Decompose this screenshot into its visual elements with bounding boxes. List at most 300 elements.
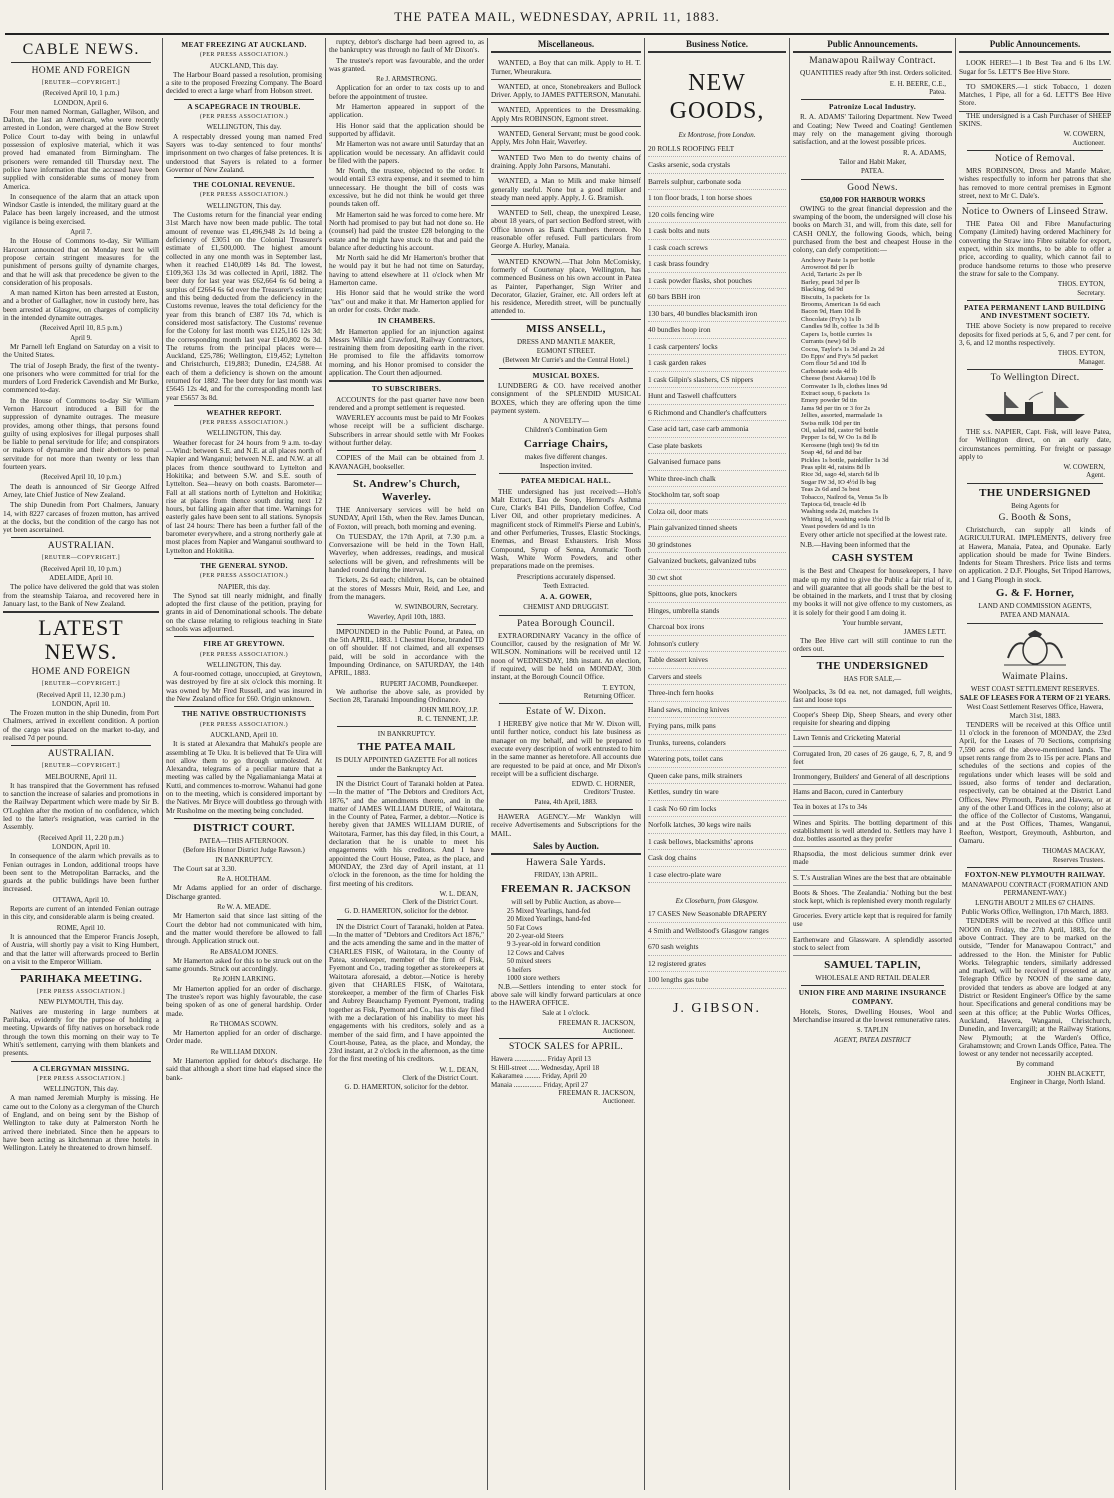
lot-item: 6 heifers: [507, 965, 532, 974]
divider: [967, 300, 1103, 301]
case-name: Re A. HOLTHAM.: [217, 875, 271, 884]
ad-subtitle: SALE OF LEASES FOR A TERM OF 21 YEARS.: [959, 693, 1111, 702]
paragraph: THE undersigned is a Cash Purchaser of SHEEP SKINS.: [959, 110, 1111, 129]
divider: [801, 656, 944, 657]
price-item: Currants (new) 6d lb: [801, 338, 856, 346]
signature: Secretary.: [1077, 288, 1105, 297]
divider: [11, 969, 151, 970]
paragraph: MRS ROBINSON, Dress and Mantle Maker, wishes respectfully to inform her patrons that she has removed to more central premises in Egmont street, next to Mr C. Dale's.: [959, 165, 1111, 200]
price-item: Pepper 1s 6d, W Oo 1s 8d lb: [801, 434, 877, 442]
paragraph: It is stated at Alexandra that Mahuki's people are assembling at Te Uku. It is believed that Te Uira will not allow them to go through unmolested. At Alexandra, telegrams of a peculiar nature that a meeting was called by the Ngaliamanianga Matai at Kutti, and commences to-morrow. Wahanui had gone on to the meeting, which is considered important by the Natives. Mr Bryce will doubtless go through with Mr Rusholme on the meeting being concluded.: [166, 739, 322, 815]
price-item: Arrowroot 8d per lb: [801, 264, 854, 272]
price-item: Anchovy Paste 1s per bottle: [801, 256, 875, 264]
price-item: Pickles 1s bottle, painkiller 1s 3d: [801, 456, 889, 464]
goods-item: 120 coils fencing wire: [648, 207, 786, 224]
credit-line: [PER PRESS ASSOCIATION.]: [36, 989, 126, 996]
goods-item: 1 case electro-plate ware: [648, 867, 786, 884]
dateline: April 7.: [70, 228, 92, 237]
paragraph: Mr Hamerton applied for an order of discharge. The trustee's report was highly favourable, the case being spoken of as one of general hardship. Order made.: [166, 983, 322, 1018]
column-header: Miscellaneous.: [491, 38, 641, 53]
paragraph: A respectably dressed young man named Fred Sayers was to-day sentenced to four months' imprisonment on two charges of false pretences. It is understood that Sayers is related to a former Governor of New Zealand.: [166, 131, 322, 174]
section-title: MEAT FREEZING AT AUCKLAND.: [181, 40, 307, 49]
divider: [3, 611, 159, 613]
ad-subtitle: Prescriptions accurately dispensed.: [516, 572, 616, 581]
ad-subtitle: Tailor and Habit Maker,: [838, 157, 907, 166]
credit-line: [REUTER—COPYRIGHT.]: [41, 80, 121, 86]
signature: FREEMAN R. JACKSON,: [558, 1088, 635, 1097]
dateline: (Received April 10, 8.5 p.m.): [39, 324, 123, 333]
masthead: THE PATEA MAIL, WEDNESDAY, APRIL 11, 1883.: [394, 9, 720, 24]
signature: THOMAS MACKAY,: [1042, 847, 1105, 856]
dateline: AUCKLAND, April 10.: [210, 730, 278, 739]
sale-item: Tea in boxes at 17s to 34s: [793, 800, 952, 815]
divider: [967, 867, 1103, 868]
column-header: Public Announcements.: [793, 38, 952, 53]
ad-subtitle: EGMONT STREET.: [536, 347, 596, 356]
section-subtitle: IS DULY APPOINTED GAZETTE For all notices under the Bankruptcy Act.: [335, 756, 478, 773]
section-title: THE COLONIAL REVENUE.: [192, 180, 296, 190]
paragraph: N.B.—Having been informed that the: [800, 539, 911, 549]
paragraph: TENDERS will be received at this Office until NOON on Friday, the 27th April, 1883, for the above Contract. They are to be marked on the outside, "Tender for Manawapou Contract," and addressed to the Hon. the Minister for Public Works. Telegraphic tenders, similarly addressed and marked, will be received if presented at any Telegraph Office by NOON of the same date, provided that tenders as above are lodged at any District or Resident Engineer's Office by the same hour. Specifications and general conditions may be seen at this office; at the Public Works Offices, Auckland, Hawera, Wanganui, Christchurch, Dunedin, and Invercargill; at the Railway Stations, New Plymouth; at the Warden's Office, Grahamstown; and Crown Lands Office, Patea. The lowest or any tender not necessarily accepted.: [959, 916, 1111, 1059]
sale-item: Groceries. Every article kept that is required for family use: [793, 909, 952, 932]
divider: [11, 62, 151, 63]
paragraph: Mr Hamerton applied for debtor's discharge. He said that although a short time had elapsed since the bank-: [166, 1056, 322, 1082]
sale-item-list: [793, 685, 952, 956]
paragraph: In consequence of the alarm which prevails as to Fenian outrages in London, additional troops have been sent to the Metropolitan Barracks, and the guards at the public buildings have been further increased.: [3, 851, 159, 894]
case-name: Re J. ARMSTRONG.: [375, 75, 438, 84]
sale-item: S. T.'s Australian Wines are the best that are obtainable: [793, 871, 952, 886]
price-item: Teas 2s 6d and 3s best: [801, 486, 860, 494]
divider: [337, 776, 476, 777]
paragraph: THE above Society is now prepared to receive deposits for fixed periods at 5, 6, and 7 per cent. for 3, 6, and 12 months respectively.: [959, 321, 1111, 348]
sale-item: Cooper's Sheep Dip, Sheep Shears, and every other requisite for shearing and dipping: [793, 708, 952, 731]
goods-item: Case plate baskets: [648, 438, 786, 455]
goods-item: Casks arsenic, soda crystals: [648, 157, 786, 174]
ad-title: Hawera Sale Yards.: [526, 858, 606, 869]
divider: [967, 623, 1103, 624]
lot-item: 50 mixed steers: [507, 957, 551, 966]
divider: [337, 726, 476, 727]
divider: [174, 405, 314, 406]
price-item: Emery powder 9d tin: [801, 397, 857, 405]
dateline: April 9.: [70, 333, 92, 342]
price-item: Yeast powders 6d and 1s tin: [801, 523, 875, 531]
dateline: WELLINGTON, This day.: [206, 660, 282, 669]
divider: [11, 745, 151, 746]
goods-item: Watering pots, toilet cans: [648, 751, 786, 768]
credit-line: (PER PRESS ASSOCIATION.): [199, 52, 289, 59]
price-item: Do Epps' and Fry's 5d packet: [801, 352, 878, 360]
ad-subtitle: LENGTH ABOUT 2 MILES 67 CHAINS.: [975, 898, 1095, 907]
price-item: Tobacco, Nailrod 6s, Venus 5s lb: [801, 493, 888, 501]
section-title: CABLE NEWS.: [22, 41, 140, 58]
stock-sale-item: St Hill-street ...... Wednesday, April 18: [491, 1063, 600, 1072]
credit-line: (PER PRESS ASSOCIATION.): [199, 192, 289, 199]
paragraph: N.B.—Settlers intending to enter stock for above sale will kindly forward particulars at once to the HAWERA OFFICE.: [491, 981, 641, 1008]
masthead-rule: [5, 33, 1109, 35]
signature: Creditors' Trustee.: [583, 788, 635, 797]
price-item: Acid, Tartaric 2s per lb: [801, 271, 862, 279]
column-2: [162, 38, 325, 1490]
paragraph: The Harbour Board passed a resolution, promising a site to the proposed Freezing Company. The Board decided to erect a large wharf from Hobson street.: [166, 69, 322, 96]
goods-item: 30 grindstones: [648, 537, 786, 554]
paragraph: A four-roomed cottage, unoccupied, at Greytown, was destroyed by fire at six o'clock this morning. It was owned by Mr Fred Russell, and was insured in the New Zealand office for £60. Origin unknown.: [166, 669, 322, 704]
paragraph: WAVERLEY accounts must be paid to Mr Fookes whose receipt will be a sufficient discharge. Subscribers in arrear should settle with Mr Fookes without further delay.: [329, 413, 484, 448]
ad-subtitle: Teeth Extracted.: [543, 581, 589, 590]
ad-title: SAMUEL TAPLIN,: [824, 959, 921, 971]
goods-item: Case acid tart, case carb ammonia: [648, 421, 786, 438]
ad-subtitle: PATEA.: [861, 167, 884, 176]
signature: W. COWERN,: [1063, 463, 1105, 472]
section-title: St. Andrew's Church, Waverley.: [352, 477, 461, 503]
goods-item: Johnson's cutlery: [648, 636, 786, 653]
column-4: [487, 38, 644, 1490]
ad-title: UNION FIRE AND MARINE INSURANCE COMPANY.: [798, 988, 947, 1006]
dateline: LONDON, April 10.: [52, 699, 110, 708]
divider: [11, 537, 151, 538]
dateline: PATEA—THIS AFTERNOON.: [199, 836, 289, 845]
paragraph: Mr Hamerton said he was forced to come here. Mr North had promised to pay but had not done so. He (counsel) had paid the trustee £28 belonging to the estate and he might have stuck to that and paid the balance after deducting his account.: [329, 209, 484, 252]
classified-ad: WANTED, Apprentices to the Dressmaking. Apply Mrs ROBINSON, Egmont street.: [491, 103, 641, 127]
price-item: Washing soda 2d, matches 1s: [801, 508, 879, 516]
ad-subtitle: Sale at 1 o'clock.: [542, 1009, 590, 1018]
paragraph: Christchurch, can supply all kinds of AGRICULTURAL IMPLEMENTS, delivery free at Hawera, Manaia, Patea, and Opunake. Early application should be made for Twine Binders. Indents for Steam Threshers. Price lists and terms on application. 2 D.F. Ploughs, Set Tripod Harrows, and 1 Gang Plough in stock.: [959, 524, 1111, 584]
sale-item: Wines and Spirits. The bottling department of this establishment is well attended to. Settlers may have 1 doz. bottles assorted as they prefer: [793, 816, 952, 848]
signature: JOHN BLACKETT,: [1047, 1069, 1105, 1078]
goods-item: 1 cask brass foundry: [648, 256, 786, 273]
ad-title: Waimate Plains.: [1002, 671, 1068, 682]
divider: [337, 450, 476, 451]
classified-ad: WANTED, at once, Stonebreakers and Bullock Driver. Apply, to JAMES PATTERSON, Manutahi.: [491, 80, 641, 104]
goods-item: Stockholm tar, soft soap: [648, 487, 786, 504]
section-title: THE GENERAL SYNOD.: [200, 560, 288, 570]
section-title: IN BANKRUPTCY.: [377, 730, 436, 739]
ad-title: FREEMAN R. JACKSON: [501, 882, 631, 895]
ad-title: MUSICAL BOXES.: [532, 370, 600, 380]
column-1: [0, 38, 162, 1490]
section-title: FIRE AT GREYTOWN.: [203, 639, 285, 649]
divider: [967, 483, 1103, 484]
goods-item: Charcoal box irons: [648, 619, 786, 636]
paragraph: The Bee Hive cart will still continue to run the orders out.: [793, 635, 952, 653]
divider: [174, 636, 314, 637]
ad-subtitle: WEST COAST SETTLEMENT RESERVES.: [970, 684, 1100, 693]
price-item: Sugar IW 3d, IO 4½d lb bag: [801, 478, 876, 486]
goods-item: Hunt and Taswell chaffcutters: [648, 388, 786, 405]
goods-item: 130 bars, 40 bundles blacksmith iron: [648, 306, 786, 323]
paragraph: Every other article not specified at the lowest rate.: [800, 529, 947, 539]
goods-item: 1 cask Gilpin's slashers, CS nippers: [648, 372, 786, 389]
paragraph: Natives are mustering in large numbers at Parihaka, evidently for the purpose of holding a meeting. Upwards of fifty natives on horseback rode through the town this morning on their way to Te Whiti's settlement, carrying with them blankets and presents.: [3, 1006, 159, 1058]
paragraph: It is announced that the Emperor Francis Joseph, of Austria, will shortly pay a visit to King Humbert, and that the latter will afterwards proceed to Berlin on a visit to the Emperor William.: [3, 931, 159, 966]
goods-item: Three-inch fern hooks: [648, 685, 786, 702]
divider: [174, 706, 314, 707]
section-title: AUSTRALIAN.: [47, 749, 115, 760]
dateline: Waverley, April 10th, 1883.: [367, 612, 446, 621]
divider: [499, 809, 633, 810]
price-item: Cocoa, Taylor's 1s 3d and 2s 2d: [801, 345, 885, 353]
ad-title: PATEA PERMANENT LAND BUILDING AND INVESTMENT SOCIETY.: [964, 302, 1106, 321]
paragraph: We authorise the above sale, as provided by Section 28, Taranaki Impounding Ordinance.: [329, 686, 484, 705]
classified-ad: WANTED, a Boy that can milk. Apply to H. T. Turner, Wheurakura.: [491, 56, 641, 80]
divider: [499, 1038, 633, 1039]
signature: W. L. DEAN,: [439, 889, 478, 898]
paragraph: Mr Parnell left England on Saturday on a visit to the United States.: [3, 341, 159, 360]
dateline: (Received April 11, 12.30 p.m.): [36, 690, 126, 699]
goods-item: Hand saws, mincing knives: [648, 702, 786, 719]
goods-item: Carvers and steels: [648, 669, 786, 686]
dateline: (Before His Honor District Judge Rawson.): [183, 846, 305, 855]
signature: THOS. EYTON,: [1057, 349, 1105, 358]
section-title: LATEST NEWS.: [38, 615, 124, 665]
paragraph: Mr North, the trustee, objected to the order. It would entail £3 extra expense, and it seemed to him unnecessary. He thought the bill of costs was excessive, but he did not think he would get three pounds taken off.: [329, 166, 484, 209]
paragraph: Mr Hamerton was not aware until Saturday that an application would be necessary. An affidavit could be filed with the papers.: [329, 139, 484, 165]
case-name: Re ABSALOM JONES.: [210, 947, 278, 956]
credit-line: (PER PRESS ASSOCIATION.): [199, 651, 289, 658]
goods-item: Spittoons, glue pots, knockers: [648, 586, 786, 603]
section-subtitle: HOME AND FOREIGN: [31, 66, 131, 76]
paragraph: In the House of Commons to-day Sir William Vernon Harcourt introduced a Bill for the suppression of dynamite outrages. The measure provides, among other things, that persons found guilty of using explosives for illegal purposes shall be liable to penal servitude for life; and conspirators or makers of dynamite and their abettors to penal servitude for not more than twenty or less than fourteen years.: [3, 395, 159, 472]
divider: [11, 1061, 151, 1062]
paragraph: Mr Hamerton said that since last sitting of the Court the debtor had not communicated with him, and the matter would therefore be allowed to fall through. Application struck out.: [166, 911, 322, 946]
paragraph: The Court sat at 3.30.: [173, 863, 237, 873]
paragraph: His Honor said that the application should be supported by affidavit.: [329, 120, 484, 138]
ad-subtitle: Ex Montrose, from London.: [678, 131, 756, 140]
goods-item: 1 cask garden rakes: [648, 355, 786, 372]
paragraph: Mr Hamerton asked for this to be struck out on the same grounds. Struck out accordingly.: [166, 955, 322, 974]
paragraph: THE Anniversary services will be held on SUNDAY, April 15th, when the Rev. James Duncan, of Foxton, will preach, both morning and evening.: [329, 504, 484, 531]
paragraph: Application for an order to tax costs up to and before the appointment of trustee.: [329, 83, 484, 101]
paragraph: I HEREBY give notice that Mr W. Dixon will, until further notice, conduct his late business as manager on my behalf, and will be prepared to execute every description of work entrusted to him in the same manner as heretofore. All accounts due are requested to be paid at once, and Mr Dixon's receipt will be a sufficient discharge.: [491, 719, 641, 778]
goods-item: Cask dog chains: [648, 850, 786, 867]
column-header: Public Announcements.: [959, 38, 1111, 53]
ad-subtitle: Being Agents for: [1011, 501, 1059, 510]
price-item: Swiss milk 10d per tin: [801, 419, 861, 427]
paragraph: Mr Hamerton appeared in support of the application.: [329, 102, 484, 120]
dateline: MELBOURNE, April 11.: [45, 772, 117, 781]
paragraph: The Synod sat till nearly midnight, and finally adopted the first clause of the petition, praying for grants in aid of Denominational schools. The debate on the clause relating to religious teaching in State schools was adjourned.: [166, 590, 322, 633]
paragraph: The trial of Joseph Brady, the first of the twenty-one prisoners who were committed for trial for the murders of Lord Frederick Cavendish and Mr Burke, commenced to-day.: [3, 360, 159, 395]
signature: G. D. HAMERTON, solicitor for the debtor.: [344, 907, 469, 916]
goods-item: Norfolk latches, 30 kegs wire nails: [648, 817, 786, 834]
goods-item: Frying pans, milk pans: [648, 718, 786, 735]
paragraph: COPIES of the Mail can be obtained from J. KAVANAGH, bookseller.: [329, 453, 484, 471]
section-title: DISTRICT COURT.: [193, 821, 295, 834]
sale-item: Rhapsodia, the most delicious summer drink ever made: [793, 847, 952, 870]
ad-subtitle: Public Works Office, Wellington, 17th March, 1883.: [961, 908, 1109, 917]
section-title: A SCAPEGRACE IN TROUBLE.: [187, 101, 301, 111]
goods-item: 40 bundles hoop iron: [648, 322, 786, 339]
goods-item: 4 Smith and Wellstood's Glasgow ranges: [648, 923, 786, 940]
case-name: Re W. A. MEADE.: [217, 903, 271, 912]
paragraph: QUANTITIES ready after 9th inst. Orders solicited.: [800, 68, 952, 78]
divider: [967, 203, 1103, 204]
goods-item: 1 cask bellows, blacksmiths' aprons: [648, 834, 786, 851]
section-title: A CLERGYMAN MISSING.: [32, 1063, 130, 1073]
ad-title: Good News.: [847, 182, 898, 193]
paragraph: THE undersigned has just received:—Hoh's Malt Extract, Eau de Soop, Hemrod's Asthma Cure, Clark's B41 Pills, Dandelion Coffee, Cod Liver Oil, and other proprietary medicines. A magnificent stock of Rimmell's Pierse and Lubin's, and other Perfumeries, Trusses, Elastic Stockings, Enemas, and Breast Exhausters. Irish Moss Compound, Syrup of Senna, Aromatic Tooth Wash, White Worm Powders, and other preparations made on the premises.: [491, 486, 641, 571]
dateline: OTTAWA, April 10.: [52, 895, 110, 904]
section-title: PARIHAKA MEETING.: [19, 973, 143, 986]
paragraph: IMPOUNDED in the Public Pound, at Patea, on the 5th APRIL, 1883. 1 Chestnut Horse, branded TD on off shoulder. If not claimed, and all expenses paid, will be sold in accordance with the Impounding Ordinance, on SATURDAY, the 14th APRIL, 1883.: [329, 626, 484, 678]
signature: RUPERT JACOMB, Poundkeeper.: [380, 679, 478, 688]
ad-subtitle: LAND AND COMMISSION AGENTS,: [978, 602, 1092, 611]
ad-subtitle: £50,000 FOR HARBOUR WORKS: [819, 195, 926, 204]
signature: FREEMAN R. JACKSON,: [558, 1018, 635, 1027]
lot-item: 20 Mixed Yearlings, hand-fed: [507, 915, 591, 924]
paragraph: A man named Kirton has been arrested at Euston, and a brother of Gallagher, now in custody here, has been arrested at Glasgow, on charges of complicity in the intended dynamite outrages.: [3, 288, 159, 323]
dateline: IN BANKRUPTCY.: [215, 855, 273, 864]
section-subtitle: HOME AND FOREIGN: [31, 667, 131, 678]
goods-item: 1 cask powder flasks, shot pouches: [648, 273, 786, 290]
column-5: [644, 38, 789, 1490]
paragraph: Reports are current of an intended Fenian outrage in this city, and considerable alarm is being created.: [3, 904, 159, 922]
case-name: Re JOHN LARKING.: [212, 975, 276, 984]
case-name: Re WILLIAM DIXON.: [210, 1047, 278, 1056]
goods-item: 6 Richmond and Chandler's chaffcutters: [648, 405, 786, 422]
price-item: Carbonate soda 4d lb: [801, 367, 857, 375]
goods-item: 100 lengths gas tube: [648, 972, 786, 989]
section-title: TO SUBSCRIBERS.: [371, 384, 442, 394]
sale-item: Woolpacks, 3s 0d ea. net, not damaged, full weights, fast and loose tops: [793, 685, 952, 708]
credit-line: [REUTER—COPYRIGHT.]: [41, 555, 121, 562]
paragraph: The Customs return for the financial year ending 31st March have now been made public. The total amount of revenue was £1,496,948 2s 1d being a deficiency of £3051 on the Colonial Treasurer's estimate of £1,500,000. The highest amount collected in any one month was in September last, when it reached £140,089 14s 8d. The lowest, £109,363 13s 3d was collected in April, 1882. The beer duty for last year was £62,664 6s 6d being a surplus of £2664 6s 6d over the Treasurer's estimate; and this being deducted from the deficiency in the Customs revenue, leaves the total deficiency for the year from this branch of £387 10s 7d, which is considered most satisfactory. The Customs' revenue for the Colony for last month was £125,116 12s 3d; the corresponding month last year £140,802 0s 3d. The returns from the principal places were—Auckland, £25,786; Wellington, £19,452; Lyttelton and Christchurch, £19,883; Dunedin, £24,588. At each of them a deficiency is shown on the amount returned for 1882. The beer duty for last month was £5645 12s 4d, and for the corresponding month last year £5657 3s 8d.: [166, 210, 322, 402]
credit-line: (PER PRESS ASSOCIATION.): [199, 420, 289, 427]
signature: R. C. TENNENT, J.P.: [417, 714, 478, 723]
paragraph: ACCOUNTS for the past quarter have now been rendered and a prompt settlement is requested.: [329, 394, 484, 412]
paragraph: A man named Jeremiah Murphy is missing. He came out to the Colony as a clergyman of the Church of England, and on being sent by the Bishop of Wellington to take duty at Palmerston North he arrived there inebriated. Since then he appears to have been acting as kitchenman at three hotels in Wellington. Lately he threatened to drown himself.: [3, 1093, 159, 1153]
price-item: Soap 4d, 6d and 8d bar: [801, 449, 862, 457]
goods-item: 1 cask No 60 rim locks: [648, 801, 786, 818]
price-item: Biscuits, 1s packets for 1s: [801, 293, 870, 301]
divider: [337, 474, 476, 475]
ad-title: Manawapou Railway Contract.: [809, 56, 936, 67]
divider: [499, 703, 633, 704]
dateline: LONDON, April 10.: [52, 842, 110, 851]
price-item: Chocolate (Fry's) 1s lb: [801, 315, 861, 323]
signature: W. COWERN,: [1063, 130, 1105, 139]
signature: Agent.: [1086, 471, 1105, 480]
goods-item: Galvanised furnace pans: [648, 454, 786, 471]
stock-sale-item: Hawera .................. Friday April 13: [491, 1055, 591, 1064]
price-item: Cornwater 1s lb, clothes lines 9d: [801, 382, 888, 390]
ad-subtitle: West Coast Settlement Reserves Office, Hawera, March 31st, 1883.: [966, 703, 1104, 720]
ad-title: A. A. GOWER,: [540, 592, 592, 602]
ad-subtitle: CHEMIST AND DRUGGIST.: [523, 603, 609, 612]
ad-title: Patronize Local Industry.: [828, 102, 917, 112]
divider: [499, 473, 633, 474]
goods-item: Hinges, umbrella stands: [648, 603, 786, 620]
dateline: (Received April 10, 10 p.m.): [40, 473, 122, 482]
goods-item: White three-inch chalk: [648, 471, 786, 488]
signature: Manager.: [1078, 357, 1105, 366]
signature: AGENT, PATEA DISTRICT: [834, 1035, 911, 1044]
ad-title: To Wellington Direct.: [990, 372, 1080, 383]
sale-item: Lawn Tennis and Cricketing Material: [793, 731, 952, 746]
divider: [499, 615, 633, 616]
dateline: ROME, April 10.: [56, 923, 106, 932]
sale-item: Hams and Bacon, cured in Canterbury: [793, 785, 952, 800]
ad-subtitle: will sell by Public Auction, as above—: [511, 897, 621, 906]
paragraph: IN the District Court of Taranaki holden at Patea.—In the matter of "The Debtors and Creditors Act, 1876," and the amendments thereto, and in the matter of JAMES WILLIAM DURIE, of Waitotara, in the County of Patea, Farmer, a debtor.—Notice is hereby given that JAMES WILLIAM DURIE, of Waitotara, Farmer, has this day filed, in this Court, a declaration that he is unable to meet his engagements with his creditors. And I have appointed the Court House, Patea, as the place, and MONDAY, the 23rd day of April instant, at 11 o'clock in the forenoon, as the time for holding the first meeting of his creditors.: [329, 778, 484, 888]
price-item: Brooms, American 1s 6d each: [801, 301, 881, 309]
goods-item: 17 CASES New Seasonable DRAPERY: [648, 906, 786, 923]
dateline: NAPIER, this day.: [217, 582, 271, 591]
paragraph: OWING to the great financial depression and the swamping of the boom, the undersigned will close his books on March 31, and will, from this date, sell for CASH ONLY, the following Goods, which, being purchased from the best and cheapest House in the colony, can defy competition:—: [793, 203, 952, 255]
goods-item: 670 sash weights: [648, 939, 786, 956]
paragraph: Mr North said he did Mr Hamerton's brother that he would pay it but he had not time on Saturday, having to attend elsewhere at 11 o'clock when Mr Hamerton came.: [329, 253, 484, 288]
divider: [967, 150, 1103, 151]
ad-subtitle: makes five different changes.: [524, 452, 608, 461]
goods-item: 60 bars BBH iron: [648, 289, 786, 306]
lot-list: [491, 907, 641, 983]
signature: JAMES LETT.: [903, 628, 946, 637]
dateline: LONDON, April 6.: [53, 98, 109, 107]
signature: T. EYTON,: [602, 683, 635, 692]
price-item: Cheese (best Akaroa) 10d lb: [801, 375, 876, 383]
divider: [174, 177, 314, 178]
price-item: Whiting 1d, washing soda 1½d lb: [801, 515, 890, 523]
price-item: Bacon 9d, Ham 10d lb: [801, 308, 861, 316]
credit-line: [REUTER—COPYRIGHT.]: [41, 763, 121, 770]
ad-subtitle: PATEA AND MANAIA.: [1000, 611, 1070, 620]
signature: Returning Officer.: [583, 691, 635, 700]
ad-title: Patea Borough Council.: [517, 618, 615, 629]
paragraph: It has transpired that the Government has refused to sanction the increase of salaries and promotions in the Railway Department which were made by Sir B. O'Loghlen after the motion of no confidence, which led to the latter's resignation, was carried in the Assembly.: [3, 780, 159, 832]
stock-sale-item: Manaia ................ Friday, April 27: [491, 1080, 588, 1089]
section-title: THE PATEA MAIL: [357, 741, 456, 754]
price-item: Jams 9d per tin or 3 for 2s: [801, 404, 871, 412]
classified-ad: WANTED, a Man to Milk and make himself generally useful. None but a good milker and steady man need apply. Apply, J. G. Bramish.: [491, 174, 641, 206]
signature: THOS. EYTON,: [1057, 280, 1105, 289]
column-header: Sales by Auction.: [491, 840, 641, 855]
goods-item: 1 cask carpenters' locks: [648, 339, 786, 356]
signature: E. H. BEERE, C.E.,: [889, 79, 946, 88]
signature: W. L. DEAN,: [439, 1065, 478, 1074]
divider: [801, 985, 944, 986]
section-title: AUSTRALIAN.: [47, 541, 115, 552]
credit-line: (PER PRESS ASSOCIATION.): [199, 114, 289, 121]
ad-signature: J. GIBSON.: [672, 1000, 762, 1016]
ad-subtitle: HAS FOR SALE,—: [843, 675, 902, 684]
dateline: WELLINGTON, This day.: [206, 201, 282, 210]
price-item: Blacking, 6d 9d: [801, 286, 843, 294]
column-3: [325, 38, 487, 1490]
dateline: WELLINGTON, This day.: [206, 429, 282, 438]
ad-subtitle: Your humble servant,: [842, 619, 903, 628]
price-item: Rice 3d, sago 4d, starch 6d lb: [801, 471, 880, 479]
price-item: Extract soup, 6 packets 1s: [801, 389, 870, 397]
ad-title: FOXTON-NEW PLYMOUTH RAILWAY.: [964, 869, 1106, 879]
stock-sale-list: [491, 1055, 641, 1089]
classified-ad: TO SMOKERS.—1 stick Tobacco, 1 dozen Matches, 1 Pipe, all for a 6d. LETT'S Bee Hive Store.: [959, 80, 1111, 112]
column-7: [955, 38, 1114, 1490]
lot-item: 50 Fat Cows: [507, 923, 543, 932]
paragraph: The trustee's report was favourable, and the order was granted.: [329, 55, 484, 73]
credit-line: (PER PRESS ASSOCIATION.): [199, 573, 289, 580]
price-item: Corn flour 5d and 10d lb: [801, 360, 867, 368]
goods-item: Galvanized buckets, galvanized tubs: [648, 553, 786, 570]
divider: [967, 369, 1103, 370]
signature: Patea.: [929, 87, 946, 96]
ad-title: G. Booth & Sons,: [998, 512, 1072, 523]
dateline: AUCKLAND, This day.: [209, 61, 279, 70]
divider: [499, 368, 633, 369]
sale-item: Corrugated Iron, 20 cases of 26 gauge, 6, 7, 8, and 9 feet: [793, 747, 952, 770]
divider: [174, 558, 314, 559]
ad-title: CASH SYSTEM: [831, 552, 914, 565]
paragraph: The death is announced of Sir George Alfred Arney, late Chief Justice of New Zealand.: [3, 481, 159, 499]
